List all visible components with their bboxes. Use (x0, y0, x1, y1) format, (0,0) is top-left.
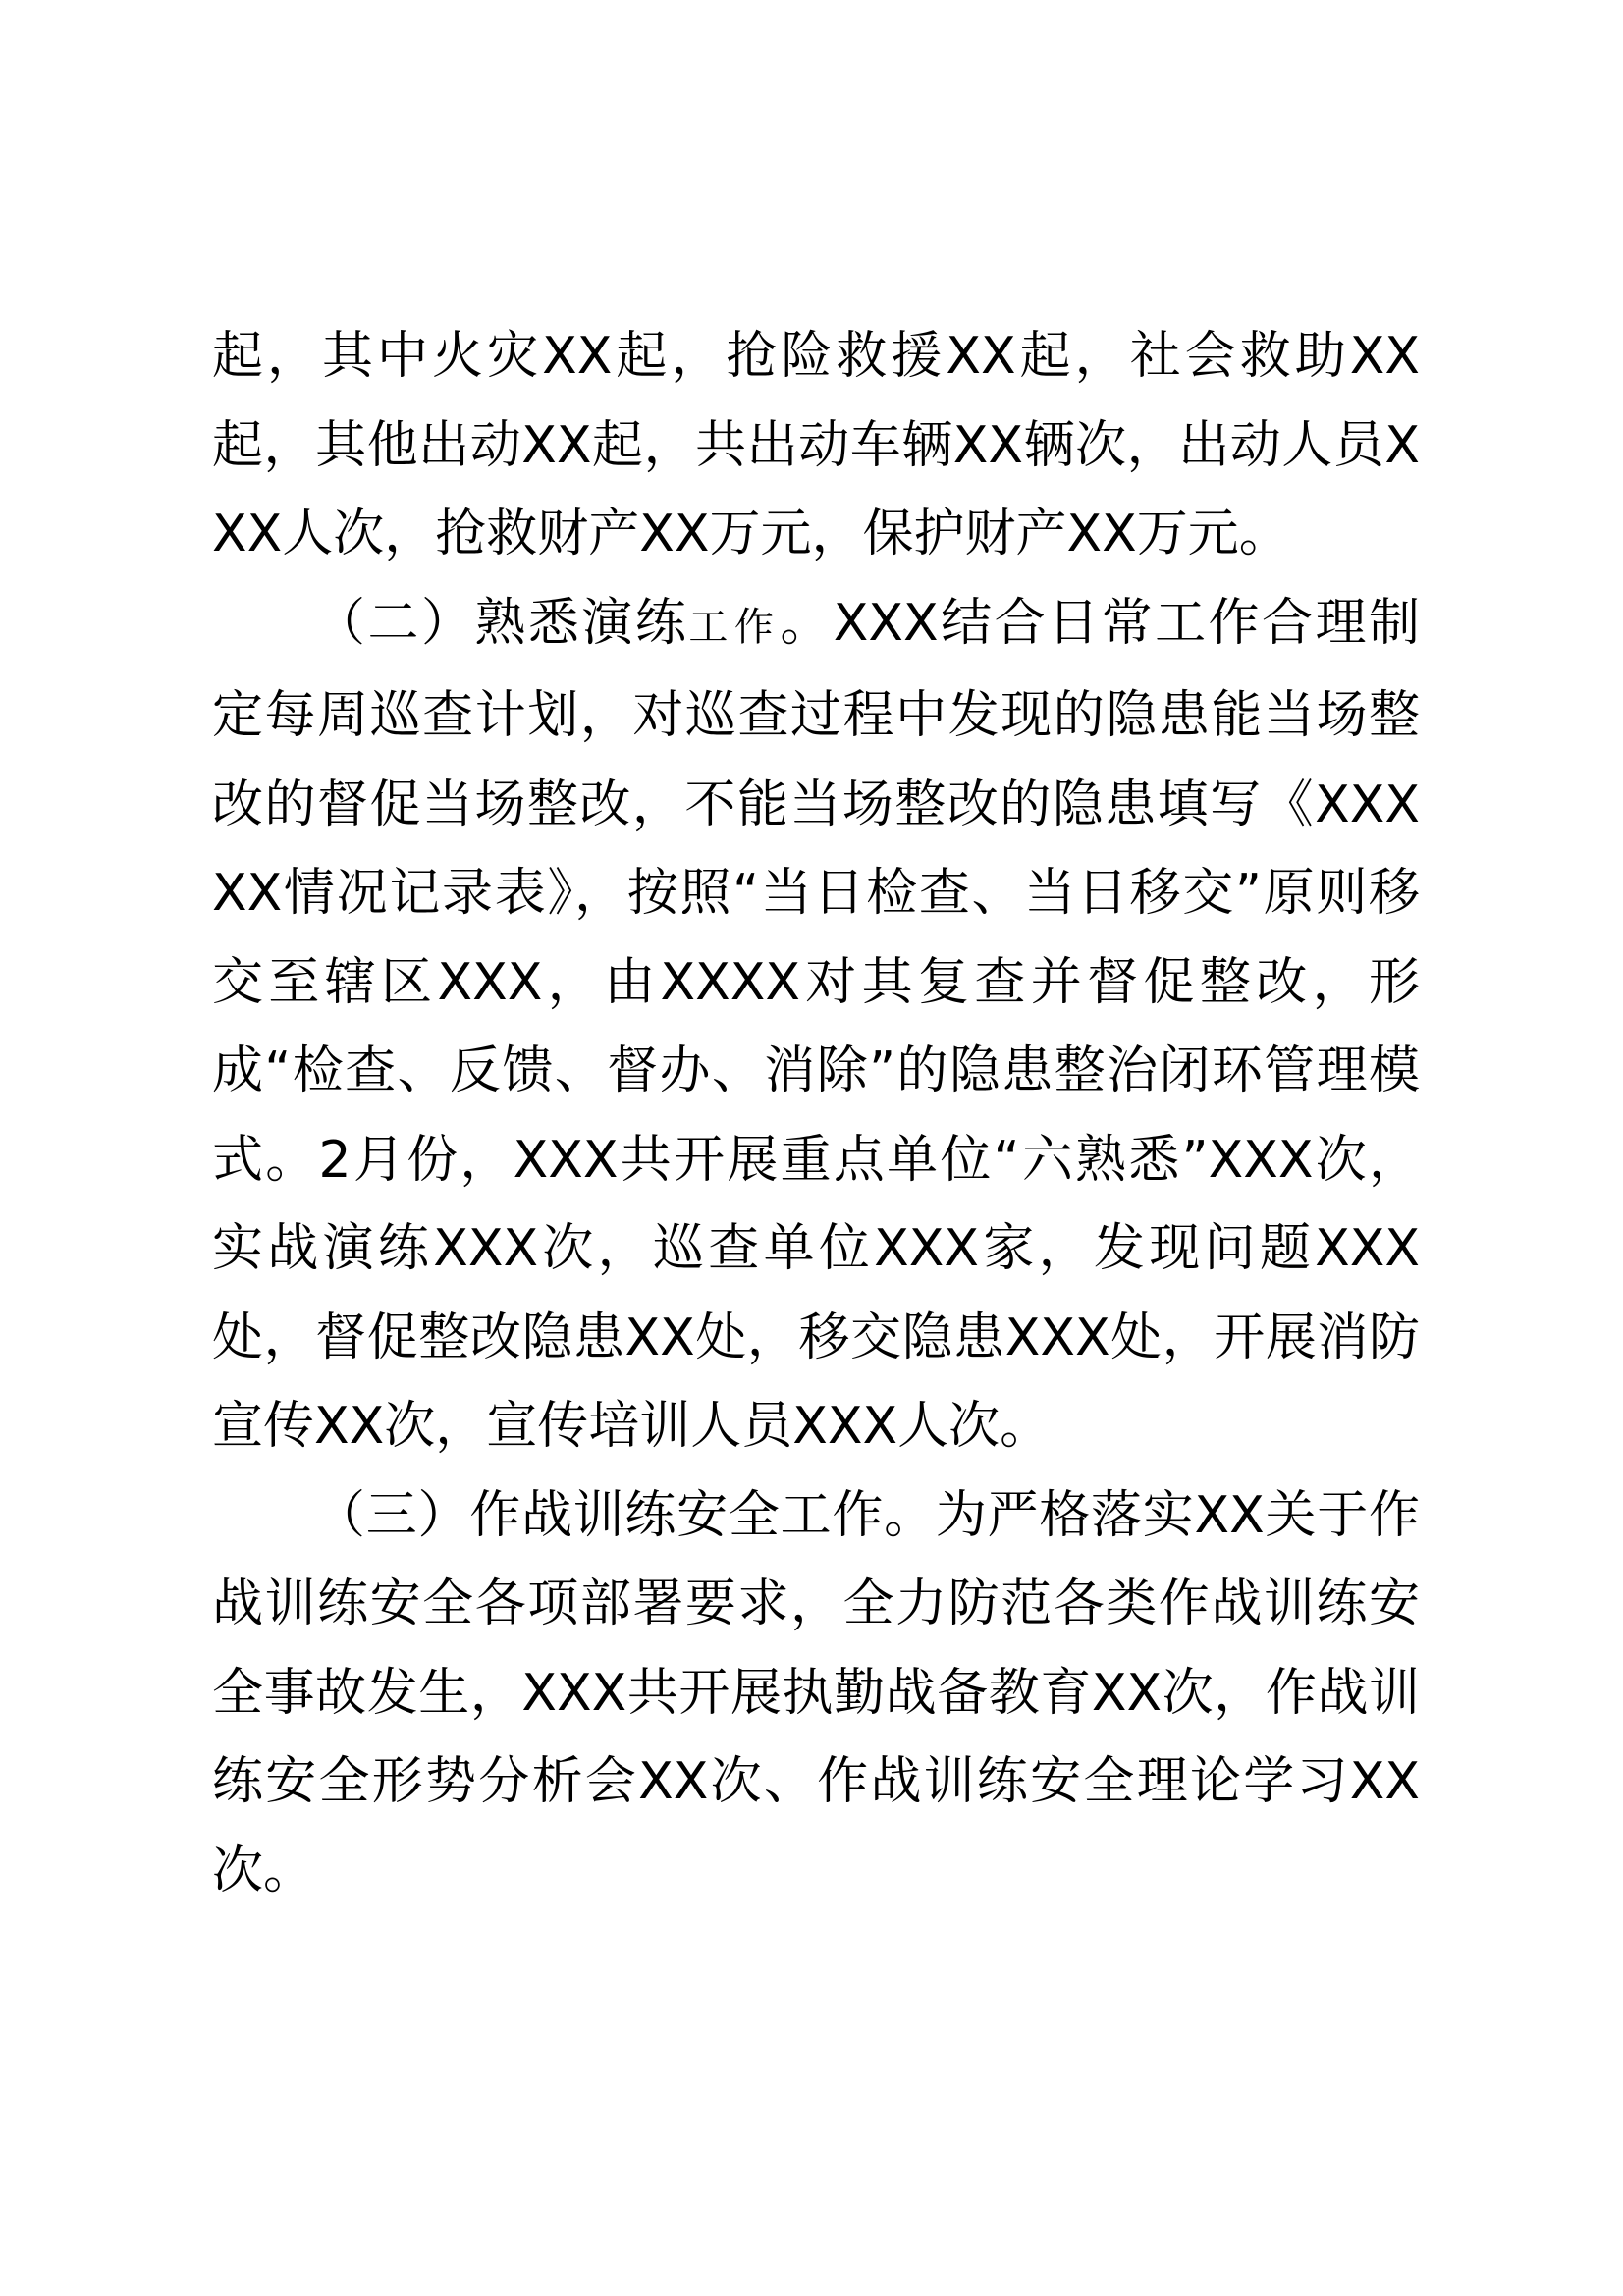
paragraph-text: 。为严格落实XX关于作战训练安全各项部署要求，全力防范各类作战训练安全事故发生，XXX共开展执勤战备教育XX次，作战训练安全形势分析会XX次、作战训练安全理论学习XX次。 (212, 1485, 1420, 1900)
document-body (212, 312, 1420, 1915)
paragraph-familiarization-drills (212, 579, 1420, 1471)
section-heading-two-tail: 工作 (688, 604, 781, 650)
paragraph-text: 。XXX结合日常工作合理制定每周巡查计划，对巡查过程中发现的隐患能当场整改的督促当场整改，不能当场整改的隐患填写《XXXXX情况记录表》，按照“当日检查、当日移交”原则移交至辖区XXX，由XXXX对其复查并督促整改，形成“检查、反馈、督办、消除”的隐患整治闭环管理模式。2月份，XXX共开展重点单位“六熟悉”XXX次，实战演练XXX次，巡查单位XXX家，发现问题XXX处，督促整改隐患XX处，移交隐患XXX处，开展消防宣传XX次，宣传培训人员XXX人次。 (212, 593, 1420, 1456)
section-heading-two: （二）熟悉演练 (314, 593, 689, 653)
paragraph-rescue-stats (212, 312, 1420, 579)
paragraph-training-safety (212, 1471, 1420, 1916)
paragraph-text: 起，其中火灾XX起，抢险救援XX起，社会救助XX起，其他出动XX起，共出动车辆XX辆次，出动人员XXX人次，抢救财产XX万元，保护财产XX万元。 (212, 327, 1420, 563)
section-heading-three: （三）作战训练安全工作 (314, 1485, 885, 1545)
